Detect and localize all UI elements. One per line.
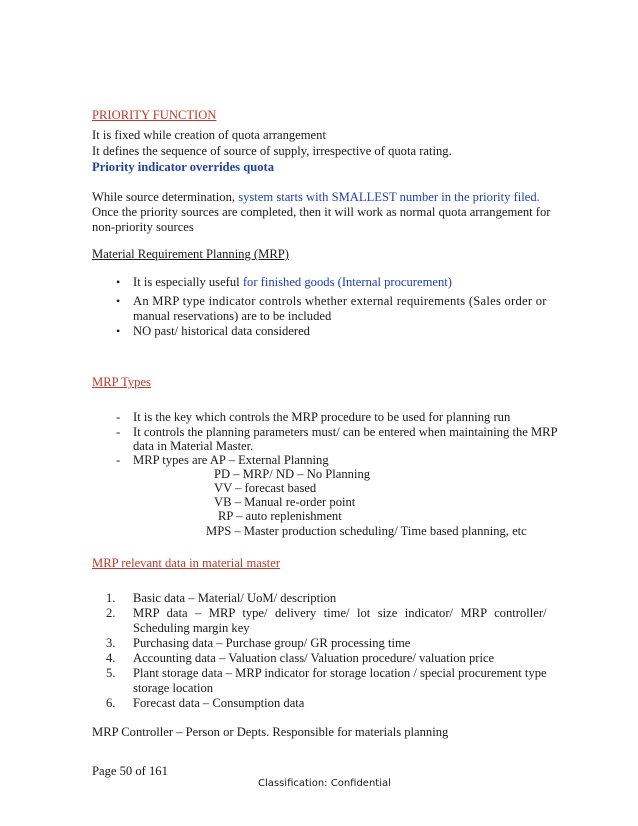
relevant-item-5-line-2: storage location xyxy=(133,681,214,695)
mrp-bullet-2-line-1: An MRP type indicator controls whether external requirements (Sales order or xyxy=(133,294,547,308)
types-dash-3: MRP types are AP – External Planning xyxy=(133,453,329,467)
list-number: 3. xyxy=(106,636,116,650)
list-number: 5. xyxy=(106,666,116,680)
mrp-bullet-1-text: It is especially useful xyxy=(133,275,243,289)
bullet-icon: • xyxy=(116,324,121,338)
mrp-types-heading: MRP Types xyxy=(92,375,151,389)
mrp-type-pd: PD – MRP/ ND – No Planning xyxy=(214,467,371,481)
priority-line-2: It defines the sequence of source of supply, irrespective of quota rating. xyxy=(92,144,452,158)
relevant-item-2-line-2: Scheduling margin key xyxy=(133,621,250,635)
list-number: 4. xyxy=(106,651,116,665)
mrp-type-vb: VB – Manual re-order point xyxy=(214,495,356,509)
mrp-bullet-2-line-2: manual reservations) are to be included xyxy=(133,309,332,323)
source-line-2: Once the priority sources are completed, then it will work as normal quota arrangement for xyxy=(92,205,551,219)
page-number: Page 50 of 161 xyxy=(92,764,168,778)
mrp-bullet-1-highlight: for finished goods (Internal procurement) xyxy=(242,275,452,289)
classification-label: Classification: Confidential xyxy=(258,778,391,789)
list-number: 6. xyxy=(106,696,116,710)
dash-icon: - xyxy=(116,453,121,467)
priority-heading: PRIORITY FUNCTION xyxy=(92,108,217,122)
types-dash-2-line-2: data in Material Master. xyxy=(133,439,254,453)
mrp-type-mps: MPS – Master production scheduling/ Time based planning, etc xyxy=(206,524,527,538)
bullet-icon: • xyxy=(116,275,121,289)
priority-line-3: Priority indicator overrides quota xyxy=(92,160,275,174)
relevant-data-heading: MRP relevant data in material master xyxy=(92,556,281,570)
source-line-3: non-priority sources xyxy=(92,220,194,234)
dash-icon: - xyxy=(116,410,121,424)
mrp-bullet-3: NO past/ historical data considered xyxy=(133,324,310,338)
mrp-type-rp: RP – auto replenishment xyxy=(218,509,342,523)
relevant-item-2-line-1: MRP data – MRP type/ delivery time/ lot size indicator/ MRP controller/ xyxy=(133,606,547,620)
source-line-1 xyxy=(92,190,540,205)
mrp-type-vv: VV – forecast based xyxy=(214,481,317,495)
priority-line-1: It is fixed while creation of quota arrangement xyxy=(92,128,326,142)
dash-icon: - xyxy=(116,425,121,439)
relevant-item-4: Accounting data – Valuation class/ Valuation procedure/ valuation price xyxy=(133,651,495,665)
bullet-icon: • xyxy=(116,294,121,308)
mrp-bullet-1 xyxy=(133,275,452,290)
mrp-heading: Material Requirement Planning (MRP) xyxy=(92,247,289,261)
relevant-item-6: Forecast data – Consumption data xyxy=(133,696,305,710)
list-number: 2. xyxy=(106,606,116,620)
controller-line: MRP Controller – Person or Depts. Responsible for materials planning xyxy=(92,725,449,739)
relevant-item-3: Purchasing data – Purchase group/ GR processing time xyxy=(133,636,411,650)
relevant-item-1: Basic data – Material/ UoM/ description xyxy=(133,591,337,605)
types-dash-1: It is the key which controls the MRP procedure to be used for planning run xyxy=(133,410,511,424)
types-dash-2-line-1: It controls the planning parameters must/ can be entered when maintaining the MRP xyxy=(133,425,558,439)
source-text-highlight: system starts with SMALLEST number in the priority filed. xyxy=(238,190,540,204)
relevant-item-5-line-1: Plant storage data – MRP indicator for storage location / special procurement type xyxy=(133,666,547,680)
list-number: 1. xyxy=(106,591,116,605)
source-text: While source determination, xyxy=(92,190,239,204)
